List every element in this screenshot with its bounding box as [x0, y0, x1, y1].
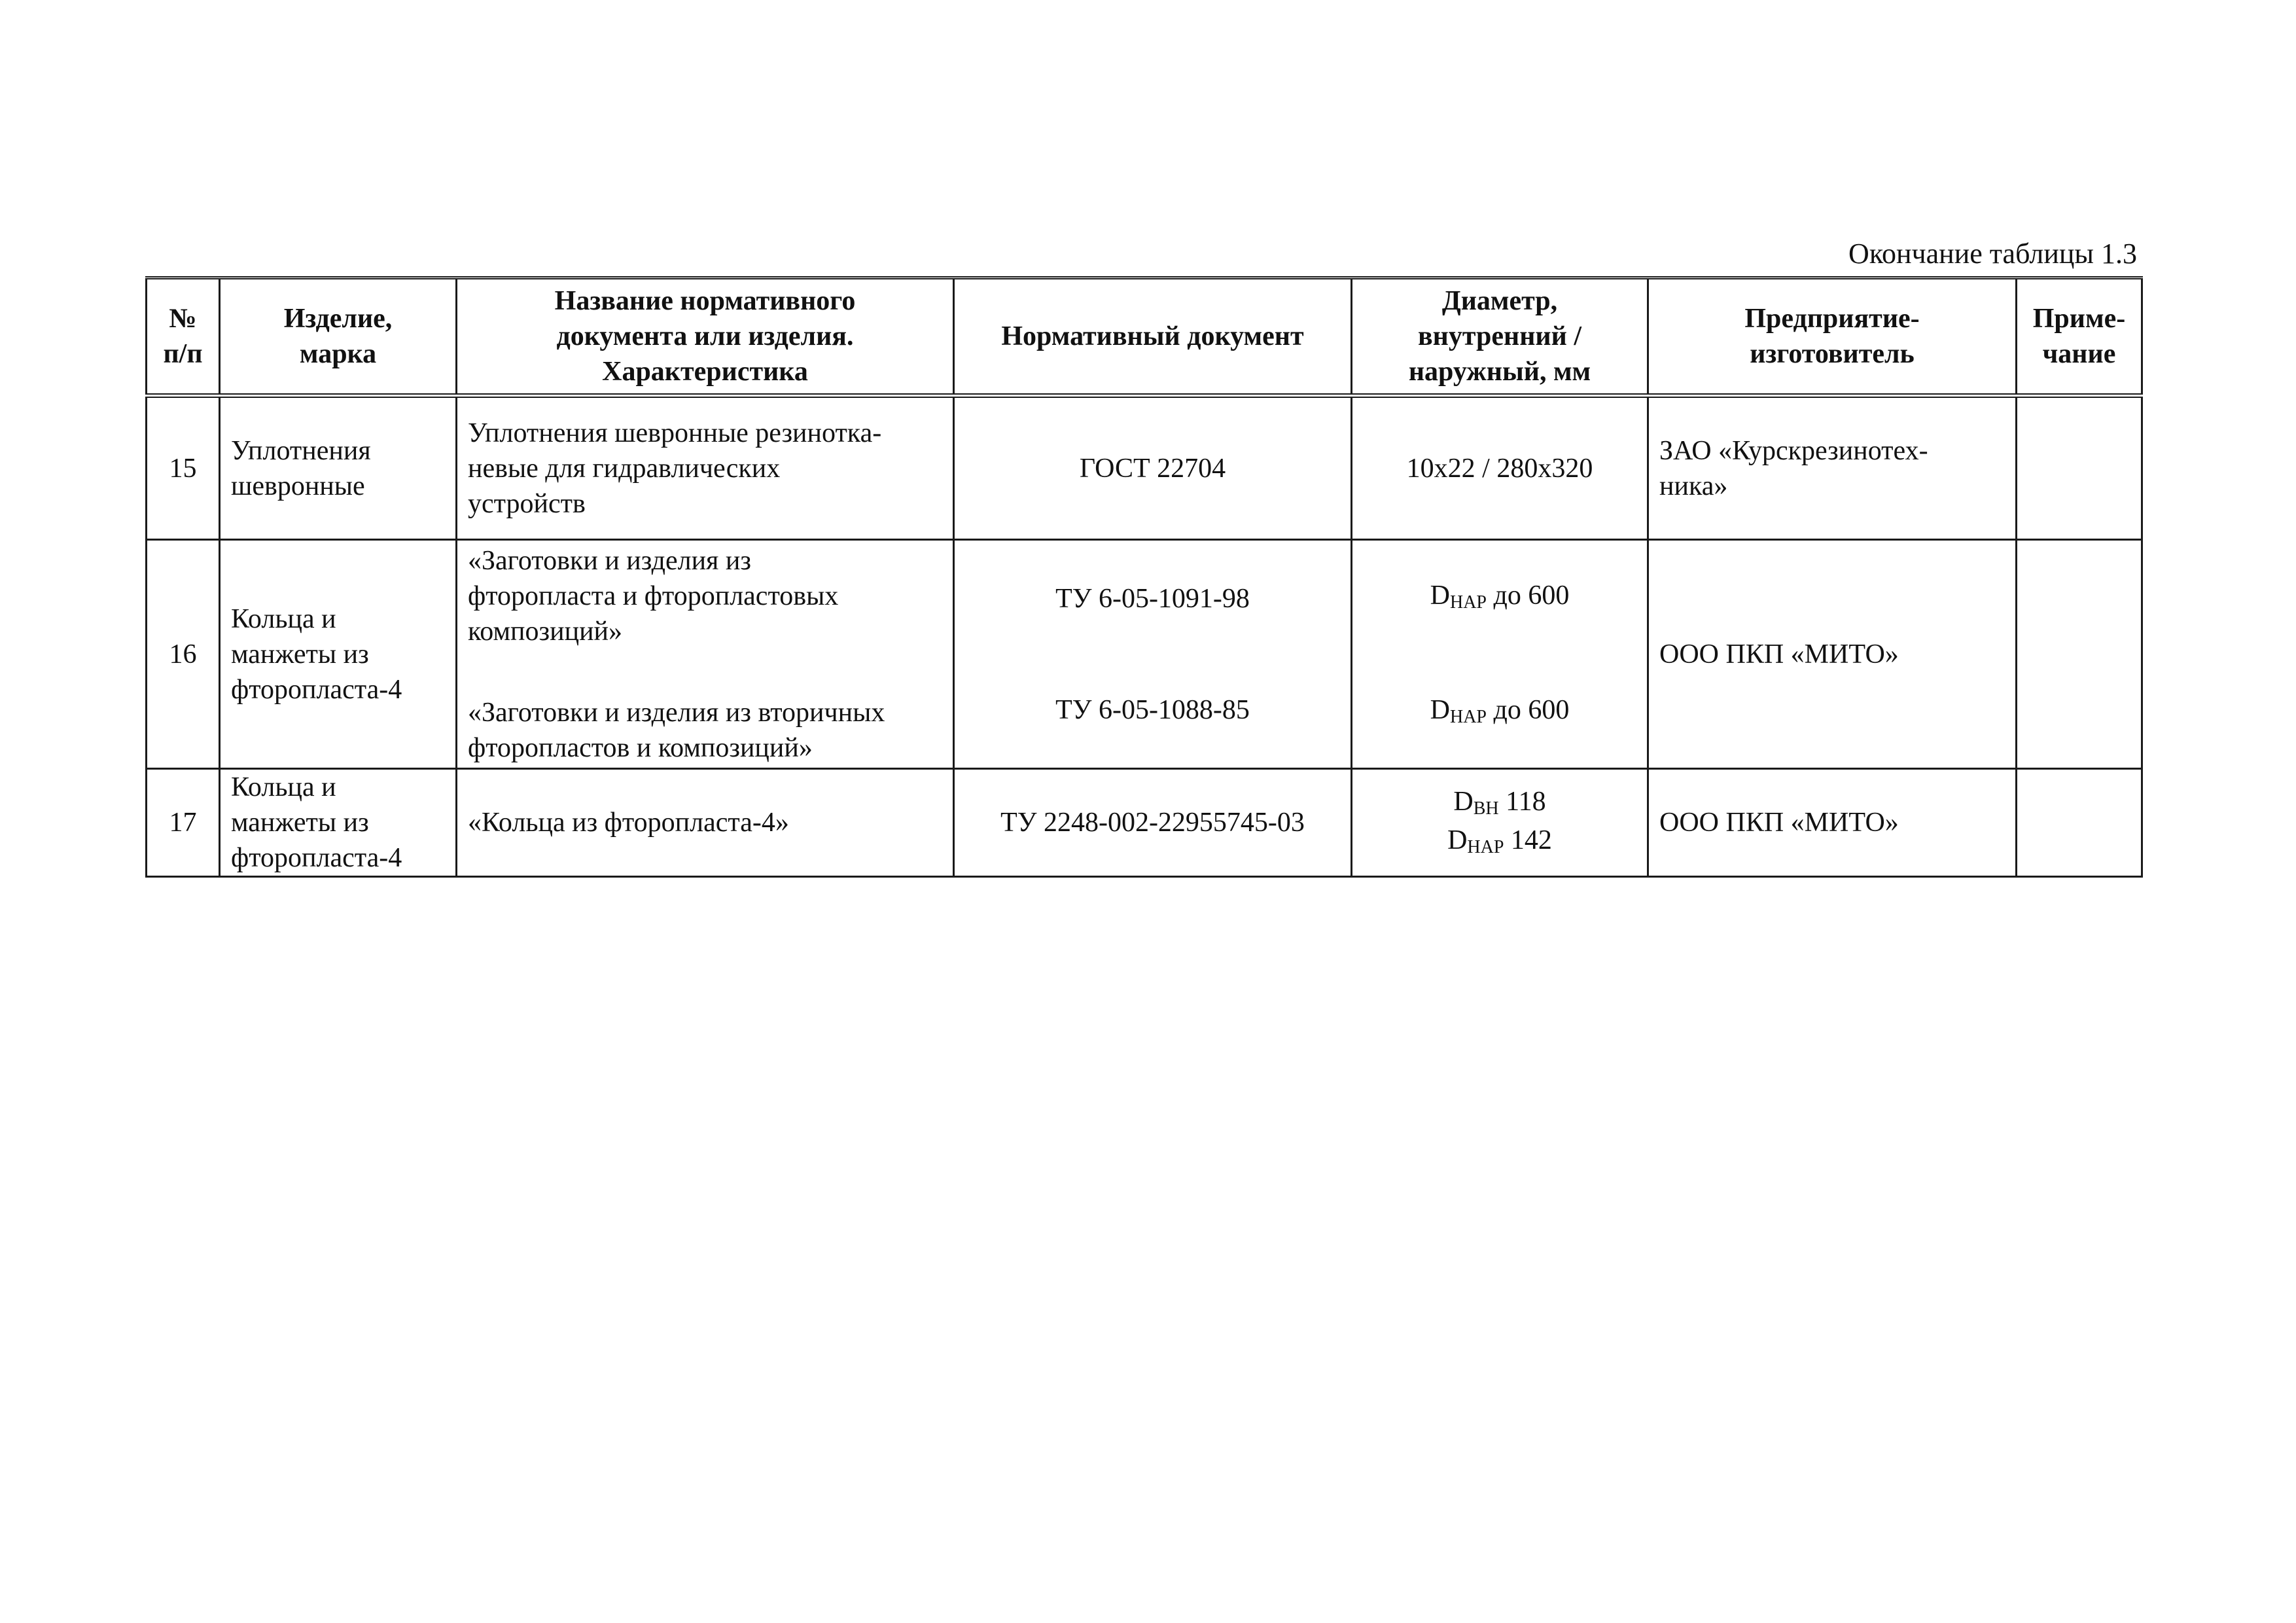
diameter-symbol: D — [1430, 694, 1450, 725]
diameter-subscript: НАР — [1449, 706, 1487, 727]
cell-maker: ООО ПКП «МИТО» — [1648, 769, 2017, 877]
table-caption: Окончание таблицы 1.3 — [1848, 238, 2137, 270]
cell-name-part-2: «Заготовки и изделия из вторичных фторопластов и композиций» — [468, 697, 885, 763]
header-maker: Предприятие- изготовитель — [1648, 278, 2017, 396]
header-product: Изделие, марка — [220, 278, 457, 396]
header-num: № п/п — [147, 278, 220, 396]
diameter-subscript: НАР — [1467, 837, 1504, 857]
table-row — [147, 540, 2142, 769]
cell-diameter-part-2 — [1363, 823, 1636, 861]
cell-num: 17 — [147, 769, 220, 877]
diameter-symbol: D — [1453, 787, 1474, 817]
cell-normdoc: ГОСТ 22704 — [954, 396, 1352, 540]
cell-product: Кольца и манжеты из фторопласта-4 — [220, 540, 457, 769]
cell-normdoc-part-1: ТУ 6-05-1091-98 — [1055, 583, 1250, 614]
table-row — [147, 769, 2142, 877]
cell-maker: ООО ПКП «МИТО» — [1648, 540, 2017, 769]
header-note: Приме- чание — [2017, 278, 2142, 396]
diameter-subscript: НАР — [1449, 592, 1487, 613]
header-name: Название нормативного документа или изделия. Характеристика — [457, 278, 954, 396]
spacer — [1363, 616, 1636, 692]
table-header-row — [147, 278, 2142, 396]
diameter-value: 142 — [1510, 825, 1552, 855]
cell-normdoc-part-2: ТУ 6-05-1088-85 — [1055, 694, 1250, 725]
spacer — [468, 649, 942, 695]
cell-maker: ЗАО «Курскрезинотех- ника» — [1648, 396, 2017, 540]
cell-diameter — [1352, 540, 1648, 769]
cell-diameter-part-1 — [1363, 578, 1636, 616]
cell-diameter: 10х22 / 280х320 — [1352, 396, 1648, 540]
table-row — [147, 396, 2142, 540]
cell-num: 15 — [147, 396, 220, 540]
cell-note — [2017, 396, 2142, 540]
diameter-value: 118 — [1506, 787, 1546, 817]
cell-diameter-part-2 — [1363, 692, 1636, 731]
spacer — [965, 616, 1340, 692]
cell-diameter-part-1 — [1363, 784, 1636, 823]
cell-num: 16 — [147, 540, 220, 769]
diameter-subscript: ВН — [1473, 798, 1499, 819]
diameter-symbol: D — [1447, 825, 1468, 855]
cell-normdoc — [954, 540, 1352, 769]
cell-note — [2017, 540, 2142, 769]
cell-name: Уплотнения шевронные резинотка- невые для гидравлических устройств — [457, 396, 954, 540]
cell-name — [457, 540, 954, 769]
header-diameter: Диаметр, внутренний / наружный, мм — [1352, 278, 1648, 396]
cell-product: Уплотнения шевронные — [220, 396, 457, 540]
diameter-value: до 600 — [1493, 580, 1570, 611]
cell-note — [2017, 769, 2142, 877]
diameter-value: до 600 — [1493, 694, 1570, 725]
cell-name: «Кольца из фторопласта-4» — [457, 769, 954, 877]
cell-name-part-1: «Заготовки и изделия из фторопласта и фторопластовых композиций» — [468, 545, 839, 647]
cell-normdoc: ТУ 2248-002-22955745-03 — [954, 769, 1352, 877]
diameter-symbol: D — [1430, 580, 1450, 611]
cell-product: Кольца и манжеты из фторопласта-4 — [220, 769, 457, 877]
cell-diameter — [1352, 769, 1648, 877]
data-table — [145, 276, 2143, 878]
header-normdoc: Нормативный документ — [954, 278, 1352, 396]
